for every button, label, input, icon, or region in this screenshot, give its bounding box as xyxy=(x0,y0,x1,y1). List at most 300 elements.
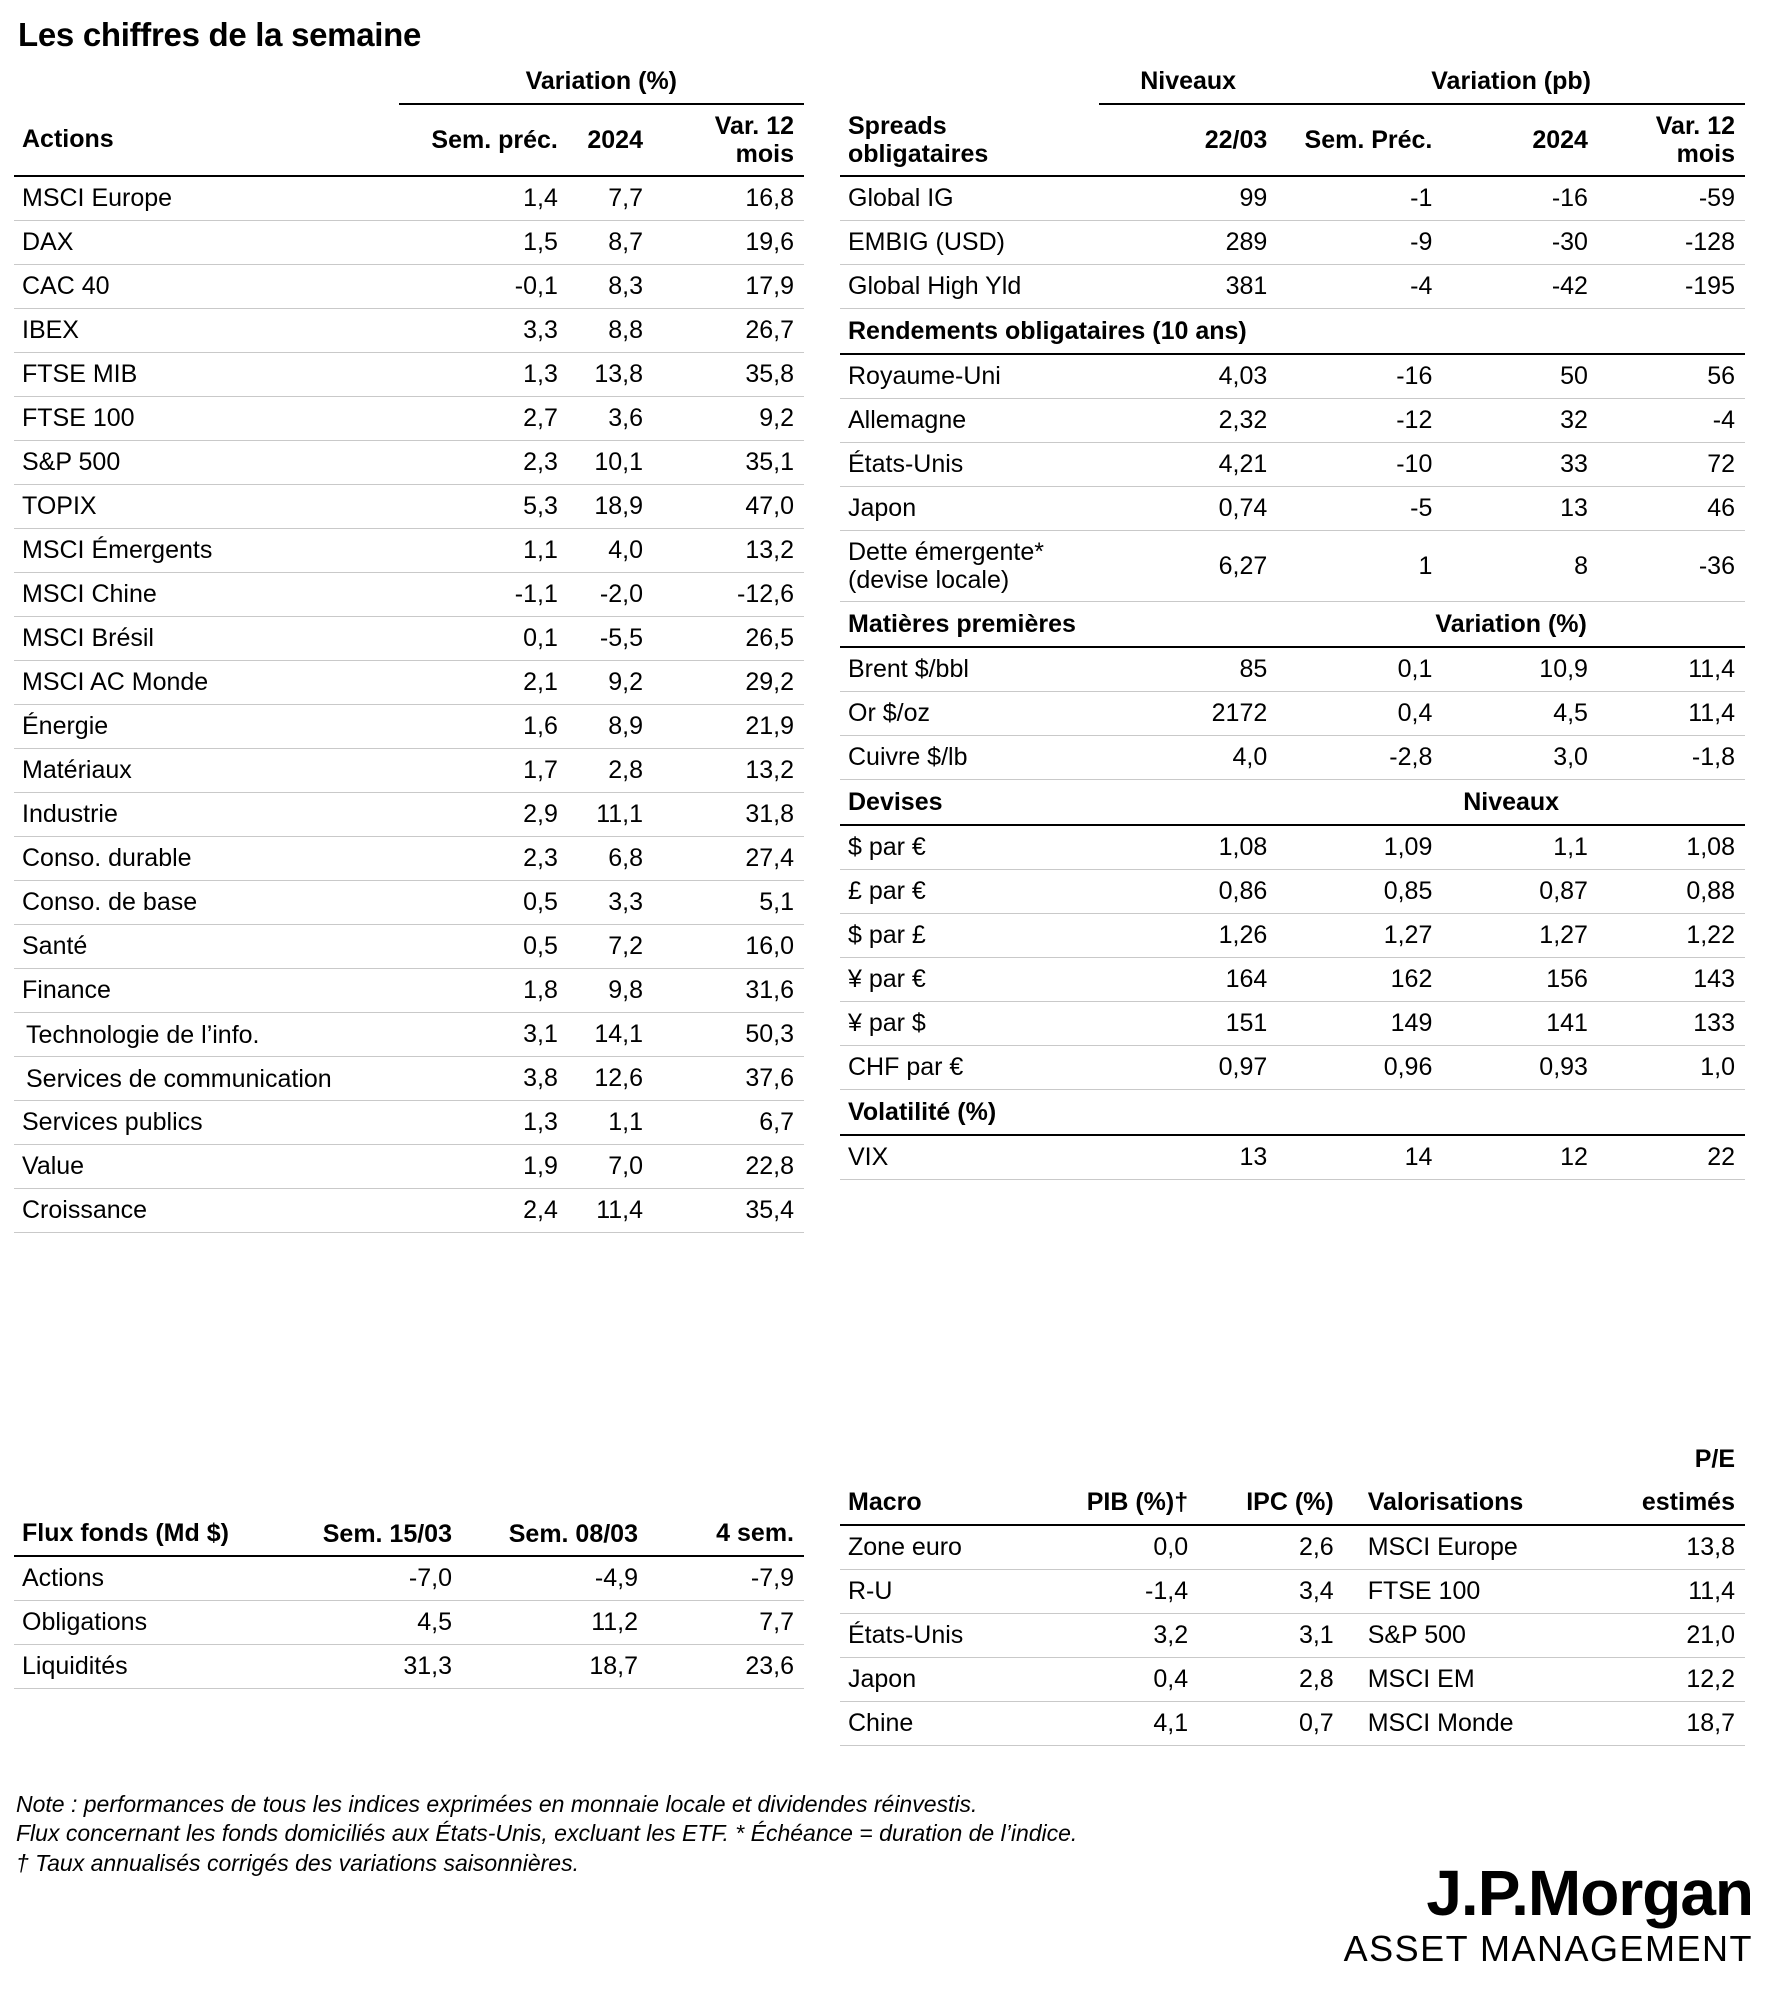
table-row xyxy=(14,1013,804,1057)
macro-row-gdp: 3,2 xyxy=(1042,1614,1198,1658)
flux-row-label: Liquidités xyxy=(14,1645,276,1689)
table-row xyxy=(840,487,1745,531)
equities-row-12m: 31,8 xyxy=(653,793,804,837)
yields-row-level: 6,27 xyxy=(1099,531,1277,602)
page-title: Les chiffres de la semaine xyxy=(18,16,422,53)
equities-row-prev: 5,3 xyxy=(399,485,568,529)
table-row xyxy=(840,1702,1745,1746)
flux-row-v1: -7,0 xyxy=(276,1556,462,1601)
flux-header-4weeks: 4 sem. xyxy=(648,1512,804,1556)
fx-row-v4: 1,08 xyxy=(1598,825,1745,870)
equities-row-2024: 10,1 xyxy=(568,441,653,485)
spreads-header-12m: Var. 12 mois xyxy=(1598,104,1745,176)
spreads-row-level: 289 xyxy=(1099,221,1277,265)
spreads-row-12m: -59 xyxy=(1598,176,1745,221)
fx-row-v1: 0,97 xyxy=(1099,1046,1277,1090)
fixed-income-table xyxy=(840,60,1745,1180)
spreads-header-date: 22/03 xyxy=(1099,104,1277,176)
equities-row-12m: 50,3 xyxy=(653,1013,804,1057)
equities-row-12m: 35,8 xyxy=(653,353,804,397)
logo-brand: J.P.Morgan xyxy=(1426,1857,1753,1929)
spacer-cell xyxy=(1042,1438,1198,1481)
equities-row-12m: 35,4 xyxy=(653,1189,804,1233)
yields-row-label: États-Unis xyxy=(840,443,1099,487)
table-row xyxy=(14,1101,804,1145)
commodities-row-2024: 4,5 xyxy=(1442,692,1598,736)
equities-row-12m: 13,2 xyxy=(653,749,804,793)
fx-row-v3: 0,93 xyxy=(1442,1046,1598,1090)
spreads-row-2024: -16 xyxy=(1442,176,1598,221)
fx-group-header-row xyxy=(840,780,1745,826)
equities-row-2024: 1,1 xyxy=(568,1101,653,1145)
table-row xyxy=(14,1145,804,1189)
equities-row-2024: 18,9 xyxy=(568,485,653,529)
fixed-income-table-container xyxy=(840,60,1745,1180)
equities-row-prev: 3,1 xyxy=(399,1013,568,1057)
commodities-row-prev: 0,4 xyxy=(1277,692,1442,736)
valuations-row-pe: 11,4 xyxy=(1598,1570,1745,1614)
yields-row-prev: 1 xyxy=(1277,531,1442,602)
volatility-group-title: Volatilité (%) xyxy=(840,1090,1745,1136)
equities-row-2024: 6,8 xyxy=(568,837,653,881)
equities-row-2024: 9,2 xyxy=(568,661,653,705)
equities-row-12m: 16,8 xyxy=(653,176,804,221)
yields-row-2024: 50 xyxy=(1442,354,1598,399)
fx-row-v3: 0,87 xyxy=(1442,870,1598,914)
macro-row-label: Chine xyxy=(840,1702,1042,1746)
equities-row-2024: 3,6 xyxy=(568,397,653,441)
macro-valuations-container xyxy=(840,1438,1745,1746)
commodities-row-2024: 3,0 xyxy=(1442,736,1598,780)
yields-group-header-row xyxy=(840,309,1745,355)
table-row xyxy=(840,399,1745,443)
macro-row-cpi: 3,4 xyxy=(1198,1570,1344,1614)
commodities-row-level: 85 xyxy=(1099,647,1277,692)
macro-row-cpi: 2,6 xyxy=(1198,1525,1344,1570)
spreads-row-label: Global High Yld xyxy=(840,265,1099,309)
equities-row-12m: 9,2 xyxy=(653,397,804,441)
yields-row-2024: 8 xyxy=(1442,531,1598,602)
equities-row-label: Conso. durable xyxy=(14,837,399,881)
spreads-header-row xyxy=(840,104,1745,176)
valuations-row-pe: 18,7 xyxy=(1598,1702,1745,1746)
fx-group-title: Devises xyxy=(840,780,1277,826)
spreads-row-level: 381 xyxy=(1099,265,1277,309)
macro-header-gdp: PIB (%)† xyxy=(1042,1481,1198,1525)
equities-row-prev: 1,4 xyxy=(399,176,568,221)
table-row xyxy=(840,736,1745,780)
fund-flows-table-container xyxy=(14,1512,804,1689)
flux-row-v3: 7,7 xyxy=(648,1601,804,1645)
valuations-row-label: S&P 500 xyxy=(1344,1614,1598,1658)
yields-row-prev: -10 xyxy=(1277,443,1442,487)
volatility-row-label: VIX xyxy=(840,1135,1099,1180)
equities-table xyxy=(14,60,804,1233)
equities-row-label: Matériaux xyxy=(14,749,399,793)
fx-row-label: ¥ par $ xyxy=(840,1002,1099,1046)
footnote-line-2: Flux concernant les fonds domiciliés aux États-Unis, excluant les ETF. * Échéance = duration de l’indice. xyxy=(16,1820,1078,1847)
spreads-header-2024: 2024 xyxy=(1442,104,1598,176)
table-row xyxy=(840,221,1745,265)
yields-row-prev: -12 xyxy=(1277,399,1442,443)
equities-row-label: MSCI AC Monde xyxy=(14,661,399,705)
table-row xyxy=(14,529,804,573)
equities-row-label: S&P 500 xyxy=(14,441,399,485)
equities-row-12m: 5,1 xyxy=(653,881,804,925)
equities-row-2024: 14,1 xyxy=(568,1013,653,1057)
table-row xyxy=(14,881,804,925)
flux-header-week2: Sem. 08/03 xyxy=(462,1512,648,1556)
commodities-row-prev: -2,8 xyxy=(1277,736,1442,780)
macro-row-label: Japon xyxy=(840,1658,1042,1702)
table-row xyxy=(14,265,804,309)
equities-row-12m: 26,7 xyxy=(653,309,804,353)
spacer-cell xyxy=(14,60,399,104)
table-row xyxy=(840,692,1745,736)
table-row xyxy=(14,1057,804,1101)
yields-row-prev: -16 xyxy=(1277,354,1442,399)
table-row xyxy=(840,1046,1745,1090)
equities-row-label: IBEX xyxy=(14,309,399,353)
table-row xyxy=(14,925,804,969)
valuations-row-pe: 12,2 xyxy=(1598,1658,1745,1702)
equities-row-prev: 2,3 xyxy=(399,837,568,881)
equities-row-2024: 9,8 xyxy=(568,969,653,1013)
valuations-row-pe: 21,0 xyxy=(1598,1614,1745,1658)
commodities-row-label: Brent $/bbl xyxy=(840,647,1099,692)
commodities-row-prev: 0,1 xyxy=(1277,647,1442,692)
macro-row-cpi: 0,7 xyxy=(1198,1702,1344,1746)
yields-row-2024: 13 xyxy=(1442,487,1598,531)
fx-row-v2: 0,96 xyxy=(1277,1046,1442,1090)
table-row xyxy=(14,837,804,881)
yields-row-12m: 72 xyxy=(1598,443,1745,487)
equities-row-label: Technologie de l’info. xyxy=(14,1013,399,1057)
equities-row-prev: 1,1 xyxy=(399,529,568,573)
table-row xyxy=(14,353,804,397)
table-row xyxy=(14,309,804,353)
equities-row-prev: 2,1 xyxy=(399,661,568,705)
yields-row-level: 4,03 xyxy=(1099,354,1277,399)
flux-header-label: Flux fonds (Md $) xyxy=(14,1512,276,1556)
equities-row-12m: 47,0 xyxy=(653,485,804,529)
spreads-header-label: Spreads obligataires xyxy=(840,104,1099,176)
volatility-row-v1: 13 xyxy=(1099,1135,1277,1180)
equities-row-prev: 1,9 xyxy=(399,1145,568,1189)
valuations-row-label: FTSE 100 xyxy=(1344,1570,1598,1614)
fx-row-v3: 141 xyxy=(1442,1002,1598,1046)
commodities-row-12m: -1,8 xyxy=(1598,736,1745,780)
equities-row-2024: 8,9 xyxy=(568,705,653,749)
equities-row-12m: 17,9 xyxy=(653,265,804,309)
yields-row-2024: 33 xyxy=(1442,443,1598,487)
fx-row-v4: 133 xyxy=(1598,1002,1745,1046)
equities-row-label: Industrie xyxy=(14,793,399,837)
equities-row-prev: 0,5 xyxy=(399,881,568,925)
equities-row-2024: 8,8 xyxy=(568,309,653,353)
fx-row-v3: 156 xyxy=(1442,958,1598,1002)
equities-row-12m: 21,9 xyxy=(653,705,804,749)
yields-row-level: 0,74 xyxy=(1099,487,1277,531)
commodities-row-12m: 11,4 xyxy=(1598,647,1745,692)
equities-row-2024: 7,0 xyxy=(568,1145,653,1189)
footnotes xyxy=(16,1790,1216,1878)
equities-row-prev: -1,1 xyxy=(399,573,568,617)
volatility-row-v3: 12 xyxy=(1442,1135,1598,1180)
spreads-header-prev-week: Sem. Préc. xyxy=(1277,104,1442,176)
fx-row-label: $ par £ xyxy=(840,914,1099,958)
equities-row-12m: 27,4 xyxy=(653,837,804,881)
fx-row-v2: 0,85 xyxy=(1277,870,1442,914)
table-row xyxy=(840,1570,1745,1614)
fx-row-v2: 162 xyxy=(1277,958,1442,1002)
equities-row-prev: 0,5 xyxy=(399,925,568,969)
table-row xyxy=(14,969,804,1013)
spreads-row-level: 99 xyxy=(1099,176,1277,221)
commodities-group-header-row xyxy=(840,602,1745,648)
logo-sub: ASSET MANAGEMENT xyxy=(1343,1928,1753,1969)
commodities-row-level: 4,0 xyxy=(1099,736,1277,780)
equities-row-12m: 37,6 xyxy=(653,1057,804,1101)
equities-row-2024: 7,2 xyxy=(568,925,653,969)
fx-row-v3: 1,1 xyxy=(1442,825,1598,870)
valuations-row-label: MSCI Europe xyxy=(1344,1525,1598,1570)
macro-header-label: Macro xyxy=(840,1481,1042,1525)
equities-table-container xyxy=(14,60,804,1233)
equities-header-row xyxy=(14,104,804,176)
table-row xyxy=(840,1658,1745,1702)
equities-row-prev: 2,7 xyxy=(399,397,568,441)
equities-row-12m: -12,6 xyxy=(653,573,804,617)
equities-row-label: MSCI Émergents xyxy=(14,529,399,573)
table-row xyxy=(14,176,804,221)
table-row xyxy=(840,265,1745,309)
equities-row-prev: 1,6 xyxy=(399,705,568,749)
table-row xyxy=(14,441,804,485)
table-row xyxy=(14,573,804,617)
table-row xyxy=(14,705,804,749)
table-row xyxy=(14,1601,804,1645)
spreads-row-2024: -42 xyxy=(1442,265,1598,309)
table-row xyxy=(14,1645,804,1689)
fx-row-v4: 1,0 xyxy=(1598,1046,1745,1090)
volatility-row-v2: 14 xyxy=(1277,1135,1442,1180)
equities-row-prev: 1,8 xyxy=(399,969,568,1013)
fund-flows-table xyxy=(14,1512,804,1689)
flux-row-v3: -7,9 xyxy=(648,1556,804,1601)
equities-row-2024: 8,3 xyxy=(568,265,653,309)
equities-row-12m: 29,2 xyxy=(653,661,804,705)
footnote-line-3: † Taux annualisés corrigés des variations saisonnières. xyxy=(16,1849,579,1876)
yields-row-prev: -5 xyxy=(1277,487,1442,531)
flux-row-v2: 18,7 xyxy=(462,1645,648,1689)
equities-header-12m: Var. 12 mois xyxy=(653,104,804,176)
flux-row-label: Actions xyxy=(14,1556,276,1601)
table-row xyxy=(14,793,804,837)
macro-row-label: États-Unis xyxy=(840,1614,1042,1658)
macro-row-gdp: -1,4 xyxy=(1042,1570,1198,1614)
spacer-cell xyxy=(840,1438,1042,1481)
spreads-span-header-row xyxy=(840,60,1745,104)
table-row xyxy=(14,749,804,793)
fx-row-v4: 143 xyxy=(1598,958,1745,1002)
yields-row-level: 2,32 xyxy=(1099,399,1277,443)
equities-row-prev: 3,8 xyxy=(399,1057,568,1101)
equities-row-label: Santé xyxy=(14,925,399,969)
flux-row-v2: -4,9 xyxy=(462,1556,648,1601)
macro-valuations-table xyxy=(840,1438,1745,1746)
equities-row-prev: 2,9 xyxy=(399,793,568,837)
fx-row-label: $ par € xyxy=(840,825,1099,870)
fx-row-v2: 149 xyxy=(1277,1002,1442,1046)
equities-row-label: Value xyxy=(14,1145,399,1189)
macro-header-row xyxy=(840,1481,1745,1525)
equities-row-2024: 7,7 xyxy=(568,176,653,221)
table-row xyxy=(840,914,1745,958)
flux-row-v3: 23,6 xyxy=(648,1645,804,1689)
fx-row-v4: 1,22 xyxy=(1598,914,1745,958)
fx-row-label: £ par € xyxy=(840,870,1099,914)
table-row xyxy=(14,1189,804,1233)
equities-header-label: Actions xyxy=(14,104,399,176)
spreads-row-prev: -4 xyxy=(1277,265,1442,309)
volatility-row-v4: 22 xyxy=(1598,1135,1745,1180)
valuations-header-pe-top: P/E xyxy=(1694,1445,1735,1473)
equities-row-prev: -0,1 xyxy=(399,265,568,309)
equities-row-prev: 1,7 xyxy=(399,749,568,793)
equities-row-prev: 1,3 xyxy=(399,1101,568,1145)
equities-row-2024: 8,7 xyxy=(568,221,653,265)
table-row xyxy=(840,531,1745,602)
spreads-row-12m: -195 xyxy=(1598,265,1745,309)
fx-row-v1: 1,08 xyxy=(1099,825,1277,870)
equities-row-label: DAX xyxy=(14,221,399,265)
equities-row-2024: 11,4 xyxy=(568,1189,653,1233)
footnote-line-1: Note : performances de tous les indices exprimées en monnaie locale et dividendes réinvestis. xyxy=(16,1791,978,1817)
commodities-row-12m: 11,4 xyxy=(1598,692,1745,736)
fx-row-v1: 151 xyxy=(1099,1002,1277,1046)
spacer-cell xyxy=(840,60,1099,104)
flux-row-label: Obligations xyxy=(14,1601,276,1645)
spreads-row-label: EMBIG (USD) xyxy=(840,221,1099,265)
equities-row-12m: 22,8 xyxy=(653,1145,804,1189)
equities-row-prev: 3,3 xyxy=(399,309,568,353)
valuations-row-label: MSCI Monde xyxy=(1344,1702,1598,1746)
spreads-span-levels: Niveaux xyxy=(1099,60,1277,104)
fx-row-v4: 0,88 xyxy=(1598,870,1745,914)
macro-row-label: R-U xyxy=(840,1570,1042,1614)
equities-row-2024: 2,8 xyxy=(568,749,653,793)
spreads-row-prev: -9 xyxy=(1277,221,1442,265)
table-row xyxy=(14,1556,804,1601)
equities-row-label: FTSE 100 xyxy=(14,397,399,441)
equities-row-label: MSCI Brésil xyxy=(14,617,399,661)
valuations-header-label: Valorisations xyxy=(1344,1481,1598,1525)
valuations-row-label: MSCI EM xyxy=(1344,1658,1598,1702)
spreads-row-label: Global IG xyxy=(840,176,1099,221)
valuations-span-header-row xyxy=(840,1438,1745,1481)
commodities-group-span: Variation (%) xyxy=(1277,602,1745,648)
equities-row-prev: 2,3 xyxy=(399,441,568,485)
equities-header-2024: 2024 xyxy=(568,104,653,176)
equities-row-label: Finance xyxy=(14,969,399,1013)
fx-row-v2: 1,27 xyxy=(1277,914,1442,958)
equities-row-label: Croissance xyxy=(14,1189,399,1233)
table-row xyxy=(840,176,1745,221)
table-row xyxy=(14,485,804,529)
equities-row-label: Services de communication xyxy=(14,1057,399,1101)
commodities-row-2024: 10,9 xyxy=(1442,647,1598,692)
yields-row-label: Allemagne xyxy=(840,399,1099,443)
equities-row-12m: 31,6 xyxy=(653,969,804,1013)
fx-row-label: CHF par € xyxy=(840,1046,1099,1090)
equities-header-prev-week: Sem. préc. xyxy=(399,104,568,176)
equities-row-12m: 6,7 xyxy=(653,1101,804,1145)
table-row xyxy=(14,661,804,705)
yields-row-12m: -36 xyxy=(1598,531,1745,602)
jpmorgan-logo xyxy=(1343,1857,1753,1969)
equities-row-2024: 12,6 xyxy=(568,1057,653,1101)
macro-row-cpi: 2,8 xyxy=(1198,1658,1344,1702)
equities-span-header: Variation (%) xyxy=(399,60,804,104)
equities-row-2024: 3,3 xyxy=(568,881,653,925)
yields-group-title: Rendements obligataires (10 ans) xyxy=(840,309,1745,355)
commodities-row-level: 2172 xyxy=(1099,692,1277,736)
macro-row-cpi: 3,1 xyxy=(1198,1614,1344,1658)
table-row xyxy=(840,1614,1745,1658)
flux-row-v2: 11,2 xyxy=(462,1601,648,1645)
table-row xyxy=(840,354,1745,399)
table-row xyxy=(14,617,804,661)
spreads-row-prev: -1 xyxy=(1277,176,1442,221)
equities-row-label: Énergie xyxy=(14,705,399,749)
table-row xyxy=(840,1135,1745,1180)
macro-row-gdp: 0,0 xyxy=(1042,1525,1198,1570)
equities-row-2024: -2,0 xyxy=(568,573,653,617)
yields-row-level: 4,21 xyxy=(1099,443,1277,487)
equities-row-2024: -5,5 xyxy=(568,617,653,661)
equities-row-prev: 1,3 xyxy=(399,353,568,397)
valuations-header-pe: estimés xyxy=(1598,1481,1745,1525)
equities-row-label: FTSE MIB xyxy=(14,353,399,397)
fx-row-v3: 1,27 xyxy=(1442,914,1598,958)
spreads-span-variation: Variation (pb) xyxy=(1277,60,1745,104)
yields-row-2024: 32 xyxy=(1442,399,1598,443)
flux-header-week1: Sem. 15/03 xyxy=(276,1512,462,1556)
fx-row-label: ¥ par € xyxy=(840,958,1099,1002)
fx-row-v2: 1,09 xyxy=(1277,825,1442,870)
equities-row-2024: 4,0 xyxy=(568,529,653,573)
table-row xyxy=(14,397,804,441)
table-row xyxy=(840,443,1745,487)
equities-span-header-row xyxy=(14,60,804,104)
macro-header-cpi: IPC (%) xyxy=(1198,1481,1344,1525)
equities-row-2024: 11,1 xyxy=(568,793,653,837)
macro-row-gdp: 0,4 xyxy=(1042,1658,1198,1702)
equities-row-label: TOPIX xyxy=(14,485,399,529)
spreads-row-12m: -128 xyxy=(1598,221,1745,265)
equities-row-12m: 13,2 xyxy=(653,529,804,573)
equities-row-label: Services publics xyxy=(14,1101,399,1145)
commodities-row-label: Or $/oz xyxy=(840,692,1099,736)
spacer-cell xyxy=(1198,1438,1344,1481)
equities-row-label: CAC 40 xyxy=(14,265,399,309)
equities-row-label: MSCI Chine xyxy=(14,573,399,617)
equities-row-label: MSCI Europe xyxy=(14,176,399,221)
fx-row-v1: 164 xyxy=(1099,958,1277,1002)
commodities-row-label: Cuivre $/lb xyxy=(840,736,1099,780)
flux-row-v1: 4,5 xyxy=(276,1601,462,1645)
